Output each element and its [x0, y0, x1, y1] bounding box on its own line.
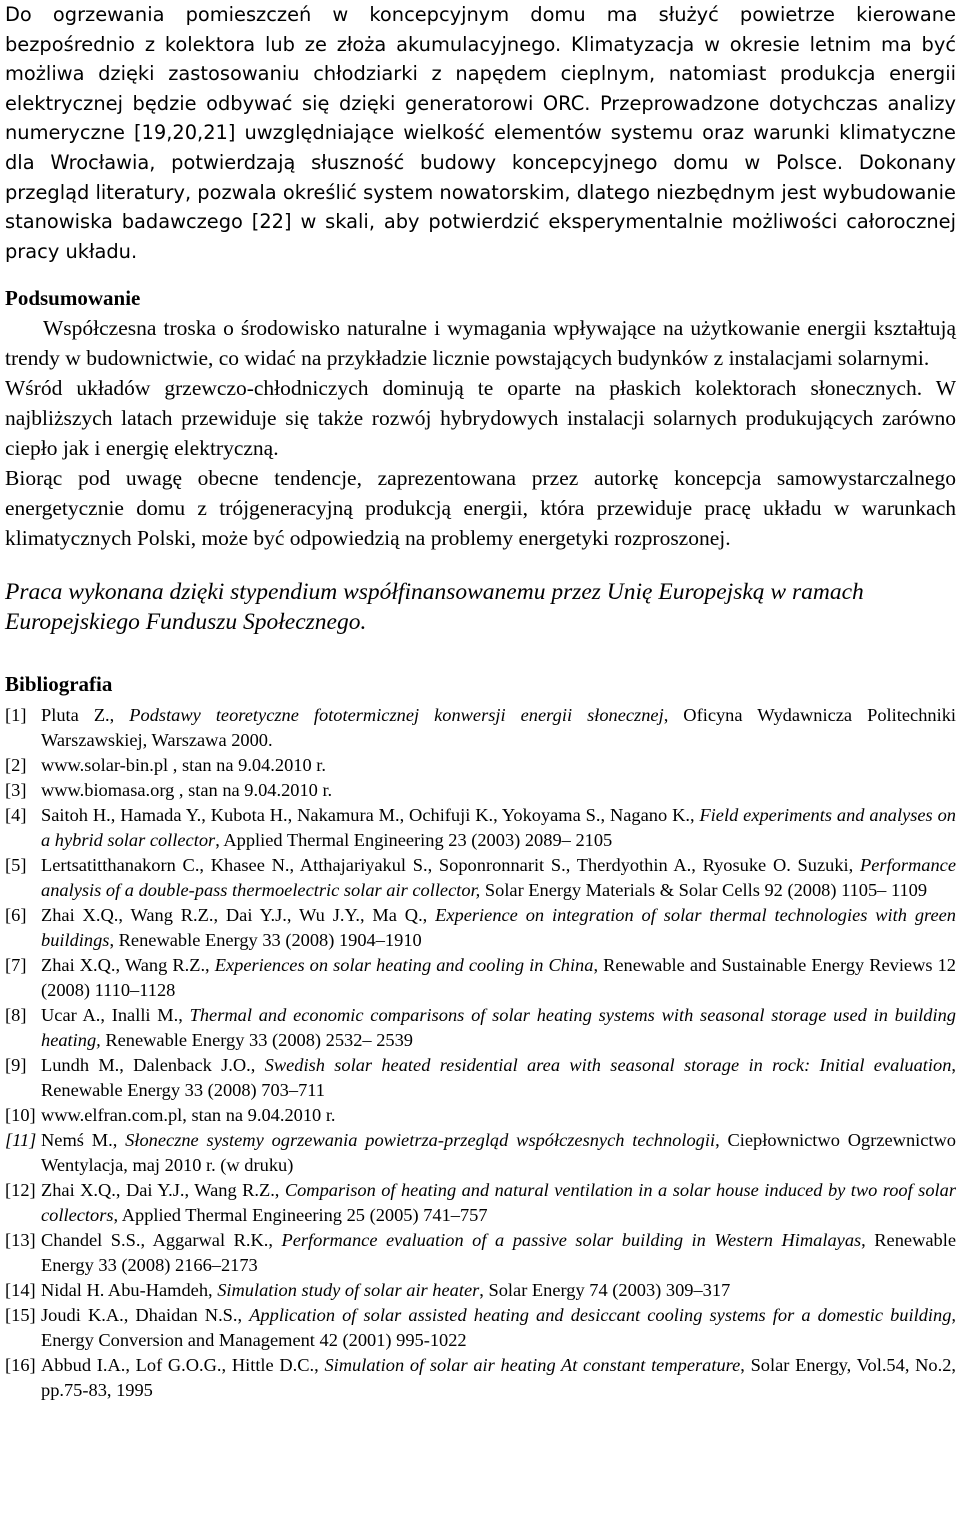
- reference-authors: Pluta Z.,: [41, 705, 130, 726]
- reference-source: , Renewable Energy 33 (2008) 1904–1910: [109, 930, 422, 951]
- reference-number: [13]: [5, 1230, 36, 1251]
- reference-source: , Solar Energy 74 (2003) 309–317: [479, 1280, 731, 1301]
- reference-authors: Zhai X.Q., Wang R.Z., Dai Y.J., Wu J.Y., Ma Q.,: [41, 905, 436, 926]
- reference-item: [5, 1228, 956, 1278]
- reference-title: Thermal and economic comparisons of solar heating systems with seasonal storage used in building heating,: [41, 1005, 956, 1051]
- reference-authors: www.solar-bin.pl , stan na 9.04.2010 r.: [41, 755, 326, 776]
- reference-item: [5, 1353, 956, 1403]
- reference-number: [4]: [5, 805, 27, 826]
- reference-source: Renewable Energy 33 (2008) 2532– 2539: [100, 1030, 414, 1051]
- reference-authors: Abbud I.A., Lof G.O.G., Hittle D.C.,: [41, 1355, 325, 1376]
- reference-source: , Applied Thermal Engineering 23 (2003) 2089– 2105: [215, 830, 613, 851]
- reference-title: Performance evaluation of a passive solar building in Western Himalayas: [281, 1230, 862, 1251]
- reference-item: [5, 1053, 956, 1103]
- reference-authors: Lundh M., Dalenback J.O.,: [41, 1055, 265, 1076]
- reference-item: [5, 1303, 956, 1353]
- reference-number: [14]: [5, 1280, 36, 1301]
- reference-source: , Renewable Energy 33 (2008) 2166–2173: [41, 1230, 956, 1276]
- reference-source: , Applied Thermal Engineering 25 (2005) 741–757: [113, 1205, 488, 1226]
- bibliography-heading: Bibliografia: [5, 672, 113, 697]
- reference-authors: Nidal H. Abu-Hamdeh,: [41, 1280, 218, 1301]
- reference-source: , Solar Energy, Vol.54, No.2, pp.75-83, 1995: [41, 1355, 956, 1401]
- reference-number: [16]: [5, 1355, 36, 1376]
- reference-title: Comparison of heating and natural ventilation in a solar house induced by two roof solar collectors: [41, 1180, 956, 1226]
- reference-item: [5, 1003, 956, 1053]
- summary-heading: Podsumowanie: [5, 286, 141, 311]
- reference-authors: www.elfran.com.pl, stan na 9.04.2010 r.: [41, 1105, 336, 1126]
- reference-item: [5, 778, 956, 803]
- summary-paragraph-3: Biorąc pod uwagę obecne tendencje, zaprezentowana przez autorkę koncepcja samowystarczalnego energetycznie domu z trójgeneracyjną produkcją energii, która przewiduje pracę układu w warunkach klimatycznych Polski, może być odpowiedzią na problemy energetyki rozproszonej.: [5, 466, 956, 551]
- reference-number: [15]: [5, 1305, 36, 1326]
- reference-item: [5, 753, 956, 778]
- reference-list: [5, 703, 956, 1403]
- reference-item: [5, 1278, 956, 1303]
- reference-source: , Renewable Energy 33 (2008) 703–711: [41, 1055, 956, 1101]
- reference-authors: Ucar A., Inalli M.,: [41, 1005, 190, 1026]
- reference-title: Simulation study of solar air heater: [217, 1280, 480, 1301]
- reference-source: Energy Conversion and Management 42 (2001) 995-1022: [41, 1330, 467, 1351]
- reference-source: , Renewable and Sustainable Energy Reviews 12 (2008) 1110–1128: [41, 955, 956, 1001]
- reference-number: [8]: [5, 1005, 27, 1026]
- reference-title: Simulation of solar air heating At constant temperature: [324, 1355, 741, 1376]
- reference-number: [12]: [5, 1180, 36, 1201]
- reference-authors: Zhai X.Q., Dai Y.J., Wang R.Z.,: [41, 1180, 285, 1201]
- reference-authors: Nemś M.,: [41, 1130, 126, 1151]
- reference-title: Application of solar assisted heating and desiccant cooling systems for a domestic building,: [249, 1305, 957, 1326]
- reference-item: [5, 903, 956, 953]
- reference-title: Performance analysis of a double-pass thermoelectric solar air collector,: [41, 855, 956, 901]
- reference-title: Experience on integration of solar thermal technologies with green buildings: [41, 905, 957, 951]
- reference-number: [11]: [5, 1130, 37, 1151]
- reference-title: Experiences on solar heating and cooling in China: [214, 955, 594, 976]
- reference-number: [1]: [5, 705, 27, 726]
- reference-title: Field experiments and analyses on a hybrid solar collector: [41, 805, 957, 851]
- reference-item: [5, 703, 956, 753]
- reference-number: [3]: [5, 780, 27, 801]
- reference-item: [5, 953, 956, 1003]
- reference-authors: www.biomasa.org , stan na 9.04.2010 r.: [41, 780, 333, 801]
- reference-authors: Lertsatitthanakorn C., Khasee N., Atthajariyakul S., Soponronnarit S., Therdyothin A., Ryosuke O. Suzuki,: [41, 855, 860, 876]
- reference-number: [7]: [5, 955, 27, 976]
- reference-authors: Chandel S.S., Aggarwal R.K.,: [41, 1230, 282, 1251]
- reference-item: [5, 1103, 956, 1128]
- reference-number: [5]: [5, 855, 27, 876]
- reference-item: [5, 1128, 956, 1178]
- intro-paragraph: Do ogrzewania pomieszczeń w koncepcyjnym domu ma służyć powietrze kierowane bezpośrednio z kolektora lub ze złoża akumulacyjnego. Klimatyzacja w okresie letnim ma być możliwa dzięki zastosowaniu chłodziarki z napędem cieplnym, natomiast produkcja energii elektrycznej będzie odbywać się dzięki generatorowi ORC. Przeprowadzone dotychczas analizy numeryczne [19,20,21] uwzględniające wielkość elementów systemu oraz warunki klimatyczne dla Wrocławia, potwierdzają słuszność budowy koncepcyjnego domu w Polsce. Dokonany przegląd literatury, pozwala określić system nowatorskim, dlatego niezbędnym jest wybudowanie stanowiska badawczego [22] w skali, aby potwierdzić eksperymentalnie możliwości całorocznej pracy układu.: [5, 3, 956, 263]
- reference-source: Solar Energy Materials & Solar Cells 92 (2008) 1105– 1109: [480, 880, 928, 901]
- reference-title: Swedish solar heated residential area with seasonal storage in rock: Initial evaluation: [264, 1055, 952, 1076]
- summary-paragraph-2: Wśród układów grzewczo-chłodniczych dominują te oparte na płaskich kolektorach słonecznych. W najbliższych latach przewiduje się także rozwój hybrydowych instalacji solarnych produkujących zarówno ciepło jak i energię elektryczną.: [5, 376, 956, 461]
- summary-paragraph-1: Współczesna troska o środowisko naturalne i wymagania wpływające na użytkowanie energii kształtują trendy w budownictwie, co widać na przykładzie licznie powstających budynków z instalacjami solarnymi.: [5, 316, 956, 371]
- acknowledgement: Praca wykonana dzięki stypendium współfinansowanemu przez Unię Europejską w ramach Europejskiego Funduszu Społecznego.: [5, 579, 864, 636]
- reference-number: [9]: [5, 1055, 27, 1076]
- reference-number: [10]: [5, 1105, 36, 1126]
- reference-number: [6]: [5, 905, 27, 926]
- reference-authors: Joudi K.A., Dhaidan N.S.,: [41, 1305, 250, 1326]
- reference-title: Podstawy teoretyczne fototermicznej konwersji energii słonecznej: [129, 705, 664, 726]
- reference-title: Słoneczne systemy ogrzewania powietrza-przegląd współczesnych technologii: [125, 1130, 716, 1151]
- reference-number: [2]: [5, 755, 27, 776]
- reference-item: [5, 1178, 956, 1228]
- reference-authors: Saitoh H., Hamada Y., Kubota H., Nakamura M., Ochifuji K., Yokoyama S., Nagano K.,: [41, 805, 700, 826]
- reference-item: [5, 803, 956, 853]
- reference-source: , Oficyna Wydawnicza Politechniki Warszawskiej, Warszawa 2000.: [41, 705, 956, 751]
- reference-item: [5, 853, 956, 903]
- reference-authors: Zhai X.Q., Wang R.Z.,: [41, 955, 215, 976]
- reference-source: , Ciepłownictwo Ogrzewnictwo Wentylacja, maj 2010 r. (w druku): [41, 1130, 956, 1176]
